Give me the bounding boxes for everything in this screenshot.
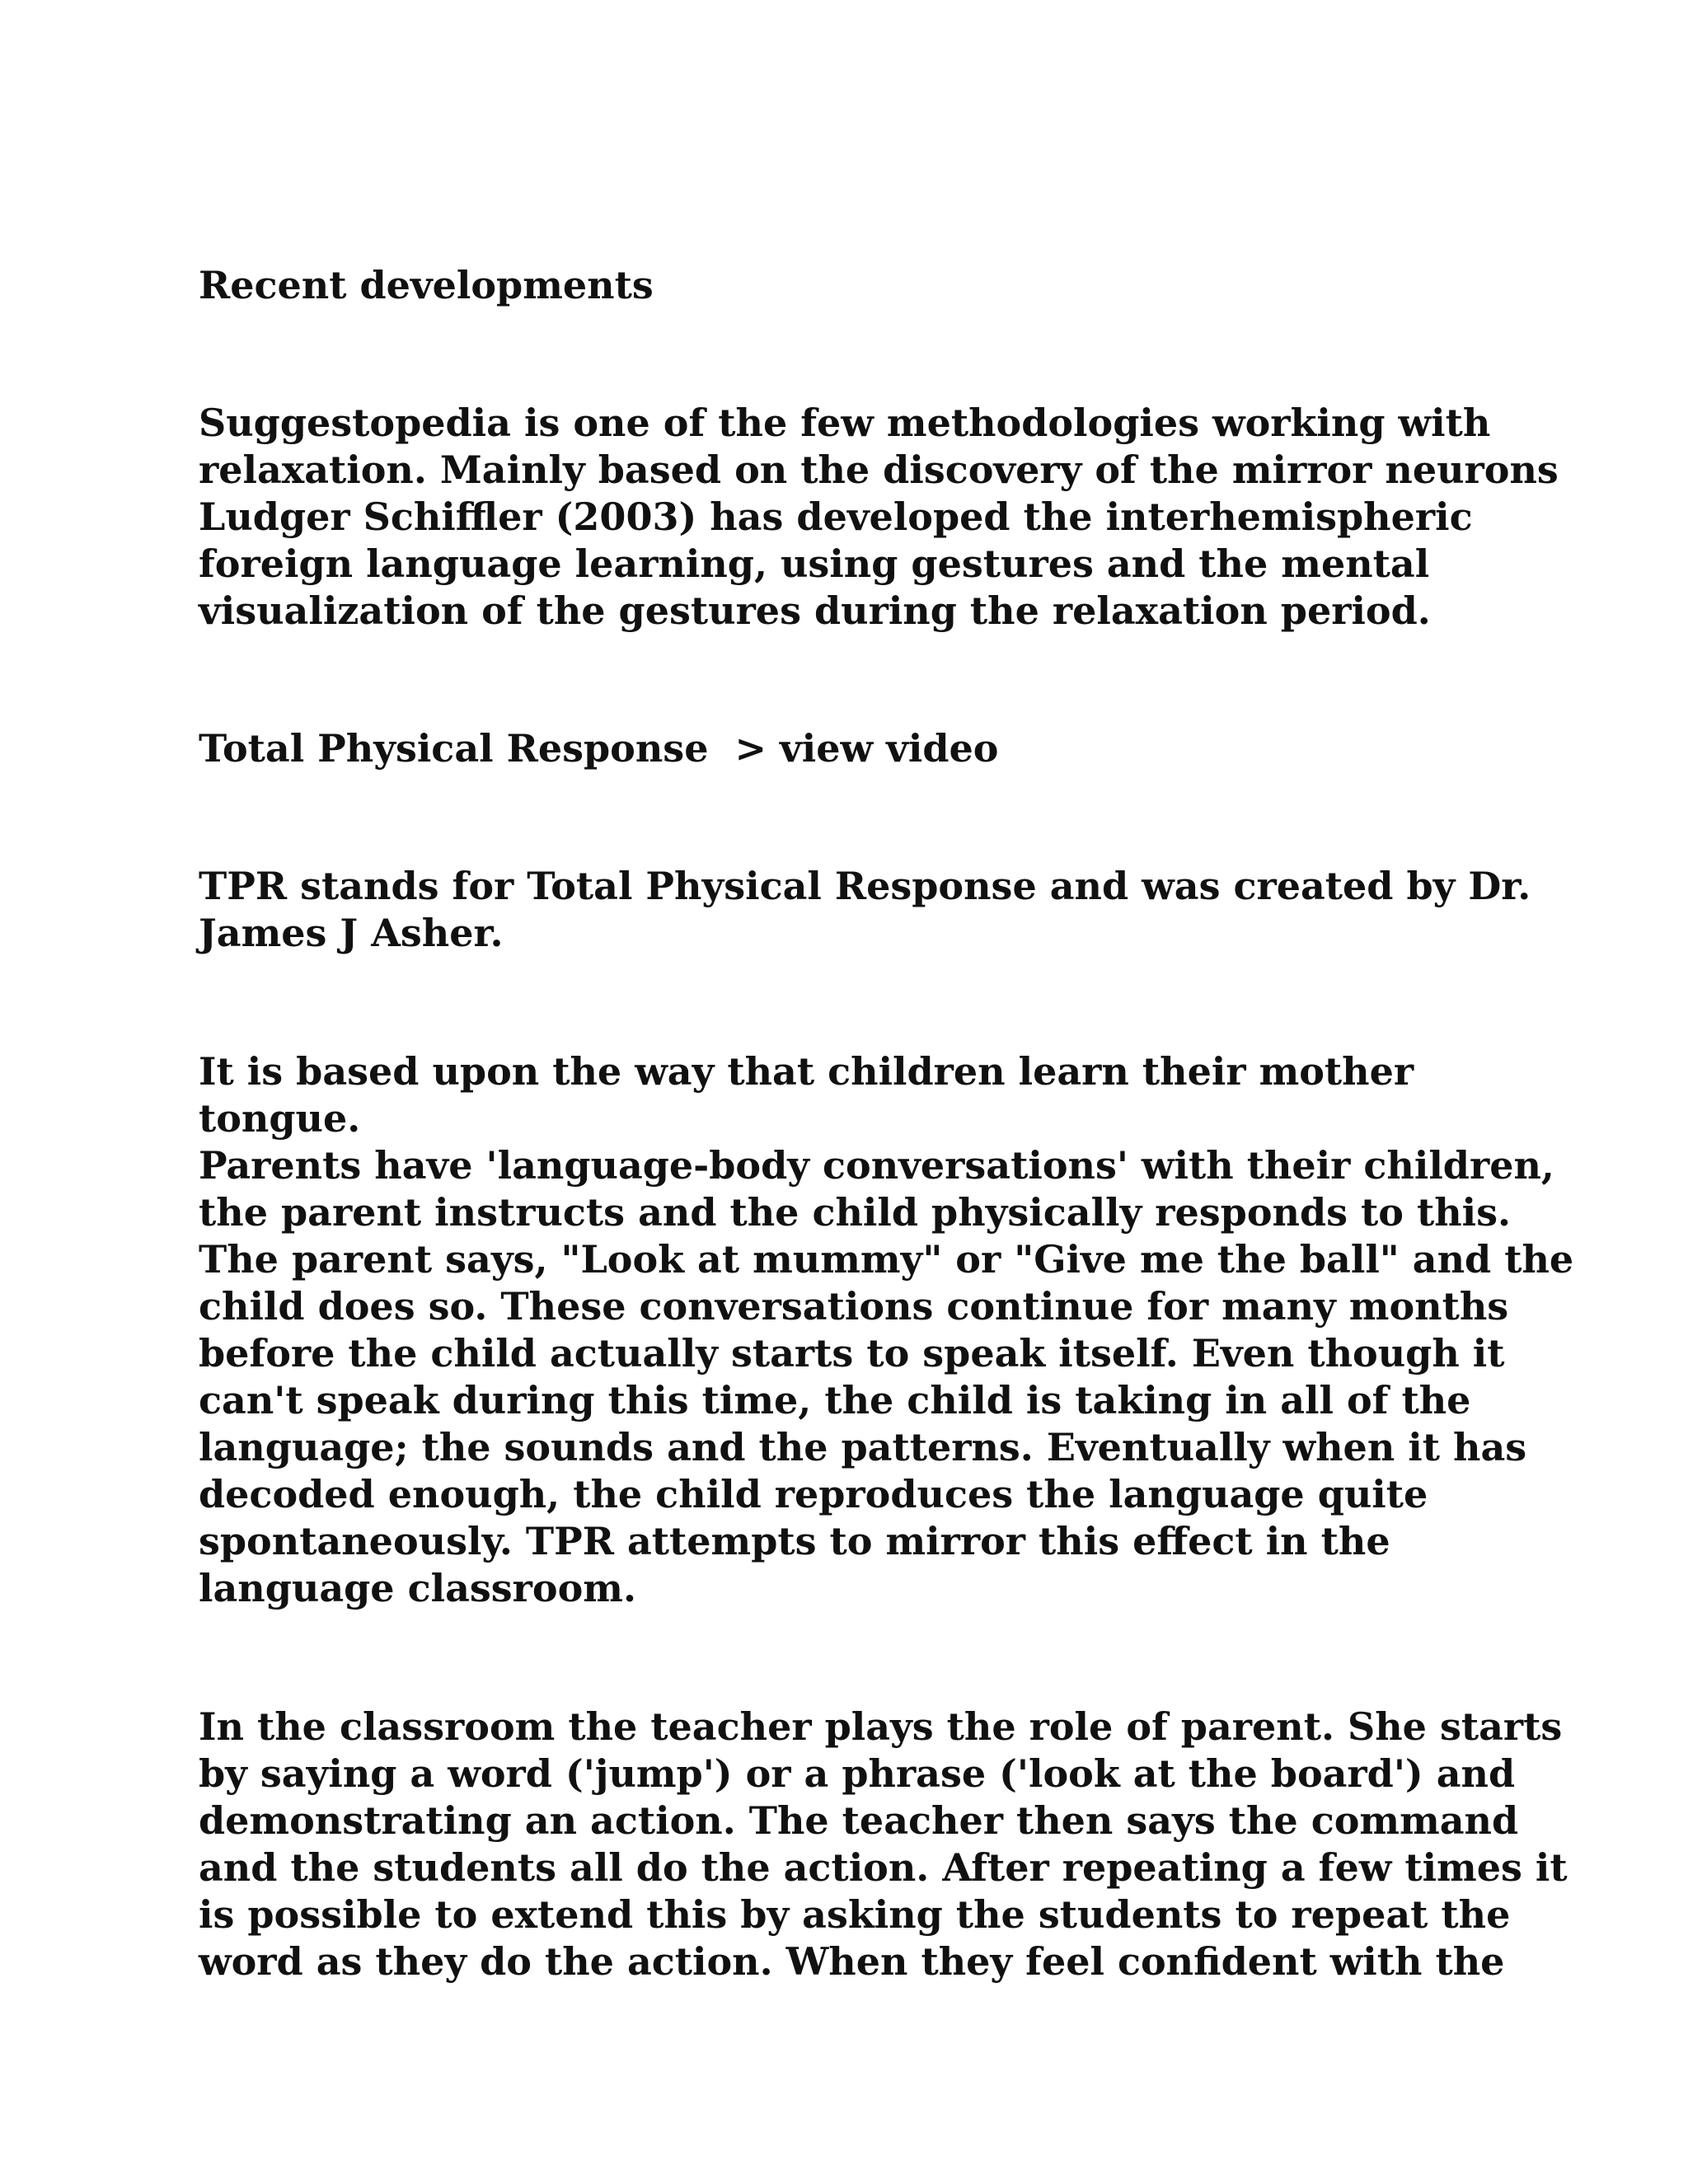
tpr-intro-paragraph: TPR stands for Total Physical Response and was created by Dr. James J Asher. [199,864,1531,955]
basis-paragraph: It is based upon the way that children learn their mother tongue. Parents have 'language-body conversations' with their children, the parent instructs and the child physically responds to this. The parent says, "Look at mummy" or "Give me the ball" and the child does so. These conversations continue for many months before the child actually starts to speak itself. Even though it can't speak during this time, the child is taking in all of the language; the sounds and the patterns. Eventually when it has decoded enough, the child reproduces the language quite spontaneously. TPR attempts to mirror this effect in the language classroom. [199,1049,1574,1610]
paragraph-gap [199,635,1583,725]
heading-spacer [708,726,734,771]
paragraph-gap [199,957,1583,1048]
tpr-heading-line [199,725,1583,772]
tpr-heading: Total Physical Response [199,726,709,771]
view-video-link[interactable]: > view video [734,726,999,771]
paragraph-gap [199,772,1583,863]
paragraph-gap [199,309,1583,400]
section-heading: Recent developments [199,263,654,307]
classroom-paragraph: In the classroom the teacher plays the role of parent. She starts by saying a word ('jump') or a phrase ('look at the board') and demonstrating an action. The teacher then says the command and the students all do the action. After repeating a few times it is possible to extend this by asking the students to repeat the word as they do the action. When they feel confident with the [199,1704,1568,1984]
suggestopedia-paragraph: Suggestopedia is one of the few methodologies working with relaxation. Mainly based on the discovery of the mirror neurons Ludger Schiffler (2003) has developed the interhemispheric foreign language learning, using gestures and the mental visualization of the gestures during the relaxation period. [199,401,1559,633]
document-content [199,262,1583,1985]
paragraph-gap [199,1612,1583,1704]
